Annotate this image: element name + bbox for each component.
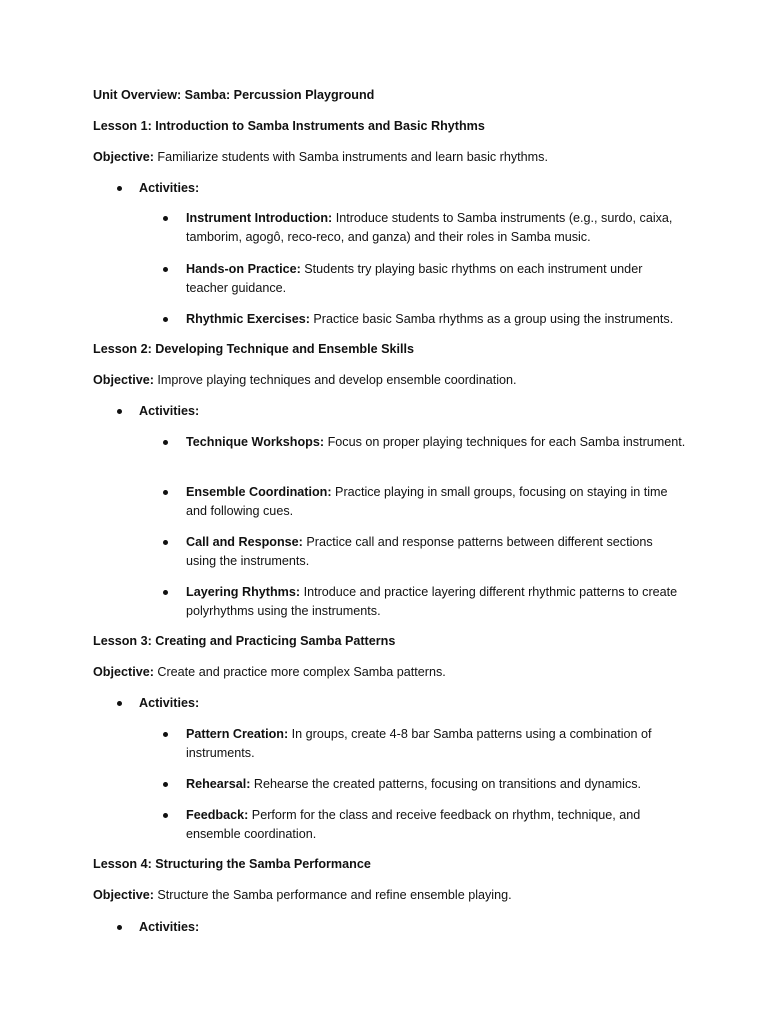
activity-label: Technique Workshops: [186, 435, 325, 449]
activities-label: Activities: [139, 920, 200, 934]
bullet-icon [163, 590, 168, 595]
activity-label: Feedback: [186, 808, 249, 822]
bullet-icon [117, 409, 122, 414]
activity-text: Focus on proper playing techniques for each Samba instrument. [327, 435, 686, 449]
bullet-icon [117, 701, 122, 706]
activities-label: Activities: [139, 181, 200, 195]
objective-label: Objective: [93, 888, 154, 902]
activity-item [186, 310, 686, 329]
objective-label: Objective: [93, 150, 154, 164]
bullet-icon [163, 813, 168, 818]
activity-text: Perform for the class and receive feedback on rhythm, technique, and ensemble coordination. [186, 808, 641, 841]
lesson-objective [93, 371, 517, 390]
bullet-icon [163, 782, 168, 787]
objective-label: Objective: [93, 373, 154, 387]
bullet-icon [163, 440, 168, 445]
lesson-heading: Lesson 2: Developing Technique and Ensemble Skills [93, 342, 414, 356]
lesson-objective [93, 663, 446, 682]
activity-text: Introduce and practice layering different rhythmic patterns to create polyrhythms using the instruments. [186, 585, 678, 618]
activity-item [186, 433, 686, 452]
activity-text: Practice playing in small groups, focusing on staying in time and following cues. [186, 485, 668, 518]
activities-label: Activities: [139, 696, 200, 710]
activity-text: Rehearse the created patterns, focusing on transitions and dynamics. [253, 777, 642, 791]
objective-label: Objective: [93, 665, 154, 679]
objective-text: Create and practice more complex Samba patterns. [157, 665, 446, 679]
bullet-icon [117, 186, 122, 191]
activities-label: Activities: [139, 404, 200, 418]
activity-label: Instrument Introduction: [186, 211, 333, 225]
bullet-icon [163, 216, 168, 221]
activity-text: Students try playing basic rhythms on each instrument under teacher guidance. [186, 262, 643, 295]
activity-label: Rhythmic Exercises: [186, 312, 310, 326]
activity-label: Hands-on Practice: [186, 262, 301, 276]
activity-label: Call and Response: [186, 535, 303, 549]
bullet-icon [117, 925, 122, 930]
activity-item [186, 583, 686, 621]
objective-text: Improve playing techniques and develop ensemble coordination. [157, 373, 517, 387]
activity-item [186, 483, 686, 521]
activity-text: Practice basic Samba rhythms as a group using the instruments. [313, 312, 674, 326]
activity-item [186, 775, 686, 794]
bullet-icon [163, 540, 168, 545]
activity-item [186, 533, 686, 571]
activity-label: Layering Rhythms: [186, 585, 301, 599]
activity-item [186, 260, 686, 298]
objective-text: Familiarize students with Samba instruments and learn basic rhythms. [157, 150, 548, 164]
activity-item [186, 725, 686, 763]
activity-text: Introduce students to Samba instruments (e.g., surdo, caixa, tamborim, agogô, reco-reco, and ganza) and their roles in Samba music. [186, 211, 673, 244]
lesson-heading: Lesson 3: Creating and Practicing Samba Patterns [93, 634, 396, 648]
document-title: Unit Overview: Samba: Percussion Playground [93, 88, 375, 102]
activity-item [186, 209, 686, 247]
activity-label: Pattern Creation: [186, 727, 289, 741]
activity-item [186, 806, 686, 844]
activity-text: In groups, create 4-8 bar Samba patterns using a combination of instruments. [186, 727, 652, 760]
bullet-icon [163, 732, 168, 737]
lesson-heading: Lesson 1: Introduction to Samba Instruments and Basic Rhythms [93, 119, 485, 133]
activity-label: Ensemble Coordination: [186, 485, 332, 499]
activity-label: Rehearsal: [186, 777, 251, 791]
activity-text: Practice call and response patterns between different sections using the instruments. [186, 535, 653, 568]
lesson-heading: Lesson 4: Structuring the Samba Performance [93, 857, 371, 871]
objective-text: Structure the Samba performance and refine ensemble playing. [157, 888, 512, 902]
lesson-objective [93, 886, 512, 905]
bullet-icon [163, 267, 168, 272]
lesson-objective [93, 148, 548, 167]
bullet-icon [163, 490, 168, 495]
bullet-icon [163, 317, 168, 322]
